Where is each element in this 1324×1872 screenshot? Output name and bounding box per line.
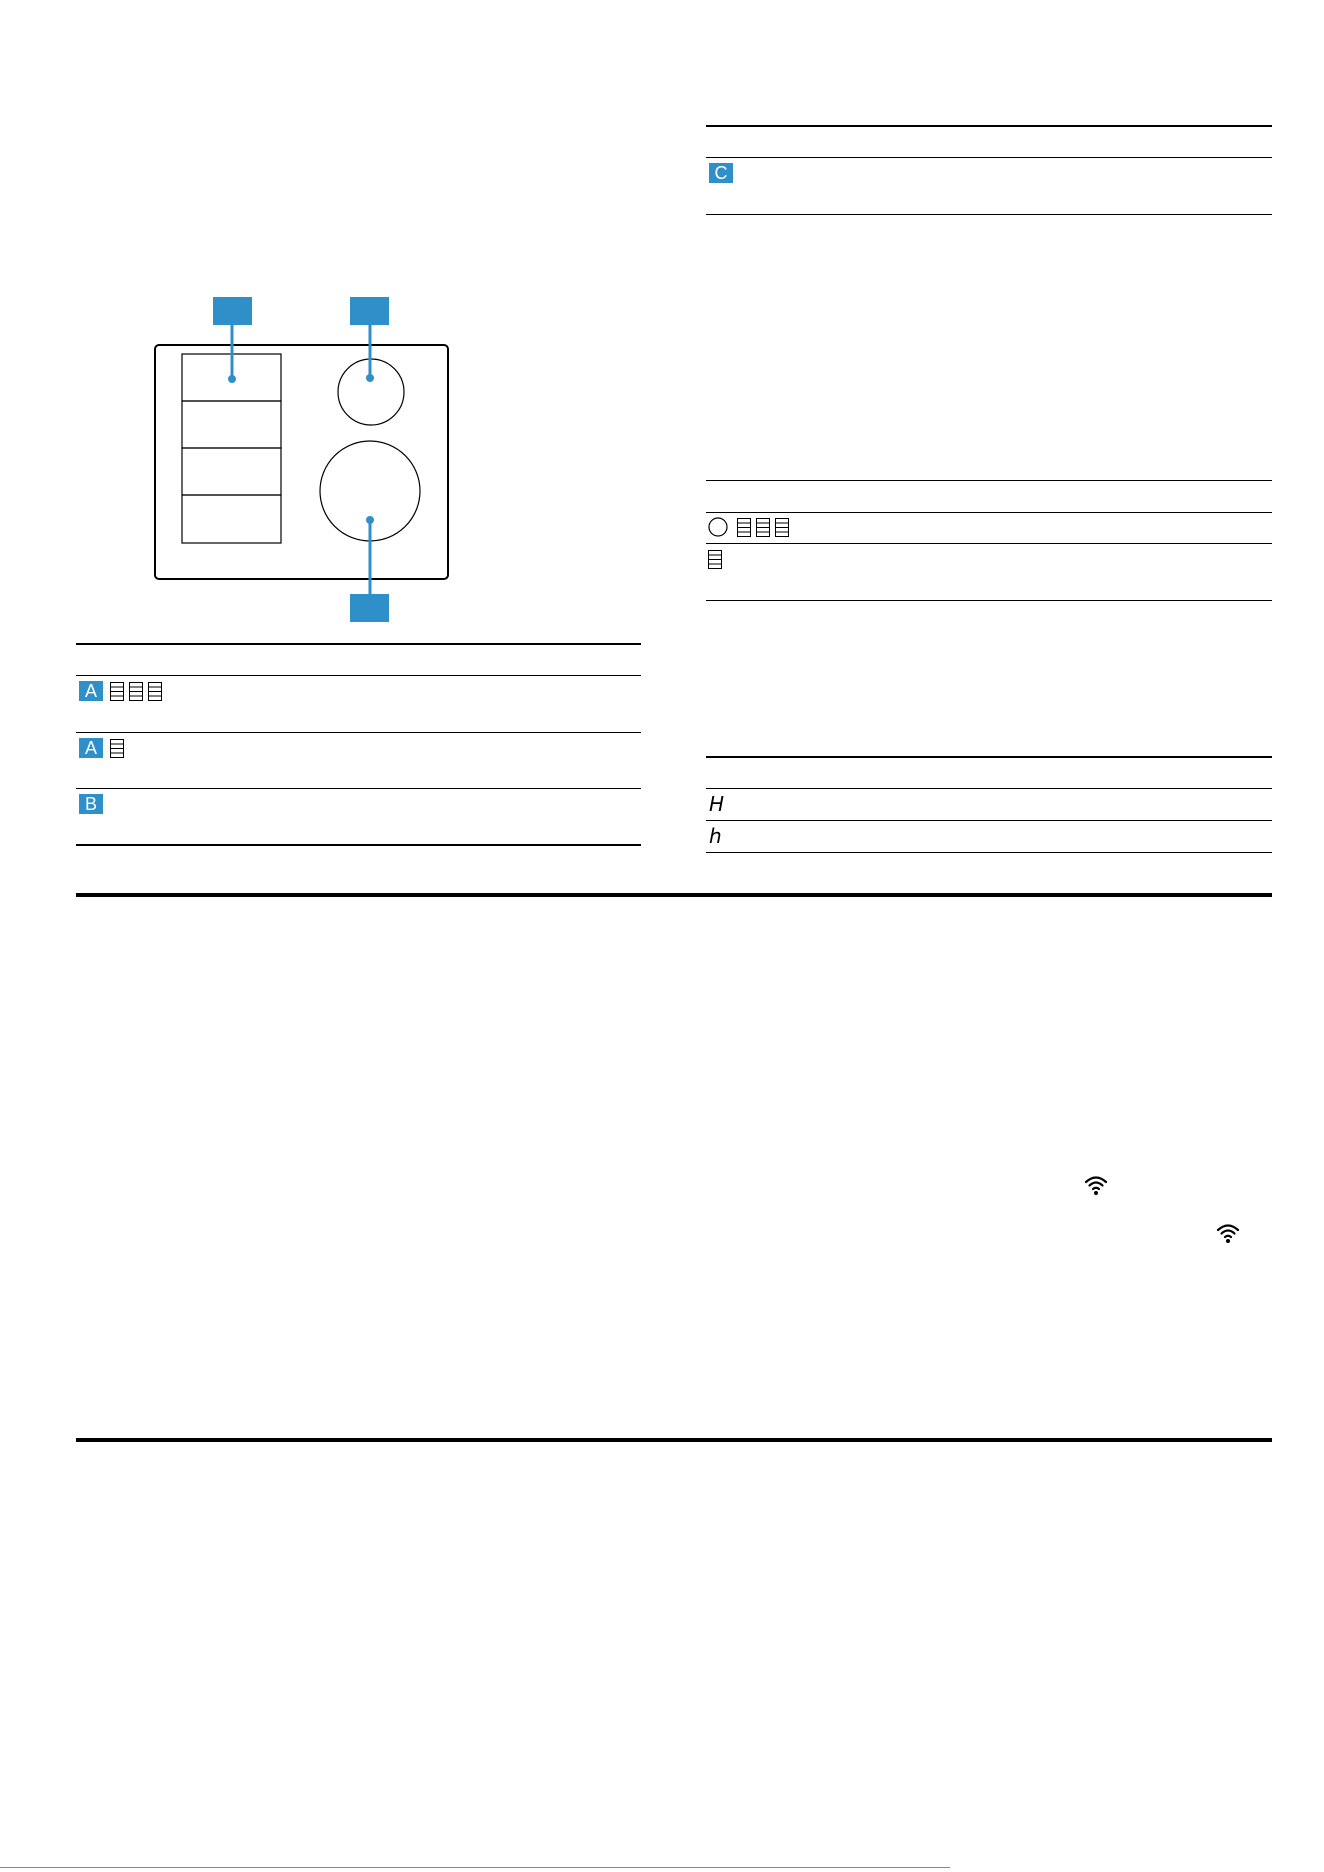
table-rule: [706, 852, 1272, 853]
table-rule: [76, 844, 641, 846]
table-rule: [706, 512, 1272, 513]
table-rule: [706, 820, 1272, 821]
cooking-zone-segment-icon: [756, 518, 770, 537]
section-divider: [76, 893, 1272, 897]
round-zone-icon: [708, 517, 728, 537]
table-rule: [706, 788, 1272, 789]
hob-diagram: [0, 0, 1324, 760]
cooking-zone-segment-icon: [148, 682, 162, 701]
callout-box-a: [213, 297, 252, 325]
table-rule: [706, 480, 1272, 481]
table-rule: [76, 788, 641, 789]
flex-zone-segment-3: [182, 448, 281, 495]
flex-zone-segment-2: [182, 401, 281, 448]
badge-label: A: [79, 738, 103, 758]
badge-label: C: [709, 163, 733, 183]
cooking-zone-segment-icon: [110, 739, 124, 758]
wifi-icon: [1084, 1174, 1108, 1196]
table-rule: [706, 600, 1272, 601]
callout-dot-a: [228, 375, 236, 383]
section-divider: [76, 1438, 1272, 1442]
residual-heat-low-symbol: h: [709, 824, 722, 848]
table-rule: [76, 675, 641, 676]
callout-dot-b: [366, 374, 374, 382]
hob-outline: [155, 345, 448, 579]
cooking-zone-segment-icon: [708, 550, 722, 569]
table-rule: [706, 543, 1272, 544]
table-rule: [706, 157, 1272, 158]
callout-box-c: [350, 594, 389, 622]
table-rule: [706, 125, 1272, 127]
footer-rule: [0, 1867, 950, 1868]
table-rule: [706, 214, 1272, 215]
cooking-zone-segment-icon: [737, 518, 751, 537]
cooking-zone-segment-icon: [110, 682, 124, 701]
table-rule: [706, 756, 1272, 758]
badge-label: A: [79, 681, 103, 701]
badge-label: B: [79, 794, 103, 814]
callout-box-b: [350, 297, 389, 325]
table-rule: [76, 732, 641, 733]
residual-heat-high-symbol: H: [709, 792, 725, 816]
table-rule: [76, 643, 641, 645]
flex-zone-segment-4: [182, 495, 281, 543]
cooking-zone-segment-icon: [775, 518, 789, 537]
wifi-icon: [1216, 1222, 1240, 1244]
cooking-zone-segment-icon: [129, 682, 143, 701]
callout-dot-c: [366, 516, 374, 524]
